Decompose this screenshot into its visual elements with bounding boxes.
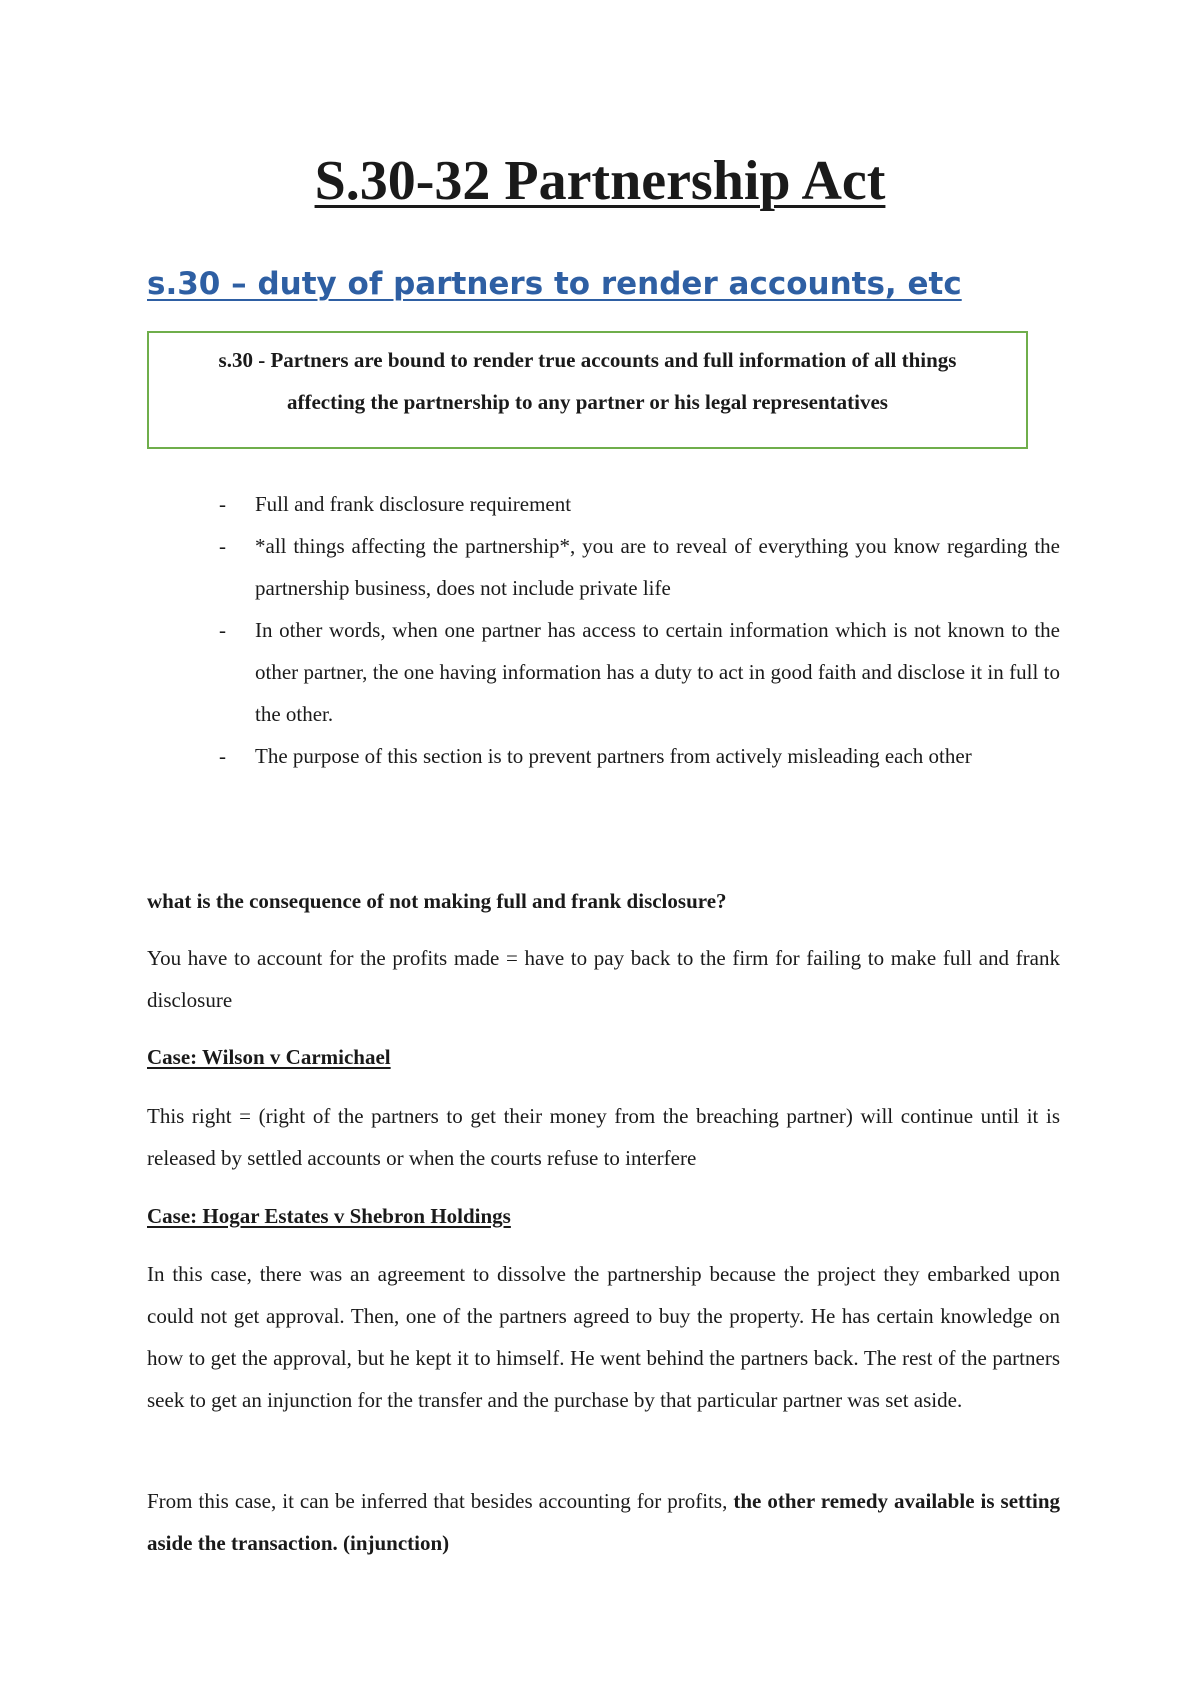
case-hogar-paragraph: In this case, there was an agreement to dissolve the partnership because the project they embarked upon could not get approval. Then, one of the partners agreed to buy the property. He has certain knowledge on how to get the approval, but he kept it to himself. He went behind the partners back. The rest of the partners seek to get an injunction for the transfer and the purchase by that particular partner was set aside. bbox=[147, 1262, 1060, 1412]
list-item bbox=[213, 483, 1060, 525]
bullet-text: The purpose of this section is to prevent partners from actively misleading each other bbox=[255, 744, 972, 768]
list-item bbox=[213, 609, 1060, 735]
bullet-dash: - bbox=[219, 744, 226, 768]
statute-text: s.30 - Partners are bound to render true accounts and full information of all things affecting the partnership to any partner or his legal representatives bbox=[218, 348, 957, 414]
bullet-dash: - bbox=[219, 534, 226, 558]
conclusion-paragraph bbox=[147, 1480, 1060, 1564]
case-heading: Case: Hogar Estates v Shebron Holdings bbox=[147, 1204, 511, 1228]
conclusion-intro: From this case, it can be inferred that besides accounting for profits, bbox=[147, 1489, 734, 1513]
list-item bbox=[213, 525, 1060, 609]
list-item bbox=[213, 735, 1060, 777]
bullet-dash: - bbox=[219, 492, 226, 516]
case-wilson-paragraph: This right = (right of the partners to get their money from the breaching partner) will continue until it is released by settled accounts or when the courts refuse to interfere bbox=[147, 1104, 1060, 1170]
page-title: S.30-32 Partnership Act bbox=[314, 150, 886, 212]
case-wilson-heading bbox=[147, 1036, 1060, 1078]
case-hogar-heading bbox=[147, 1195, 1060, 1237]
bullet-text: Full and frank disclosure requirement bbox=[255, 492, 572, 516]
bullet-list bbox=[213, 483, 1060, 777]
bullet-text: In other words, when one partner has access to certain information which is not known to the other partner, the one having information has a duty to act in good faith and disclose it in full to the other. bbox=[255, 618, 1060, 726]
case-heading: Case: Wilson v Carmichael bbox=[147, 1045, 391, 1069]
answer-paragraph: You have to account for the profits made = have to pay back to the firm for failing to make full and frank disclosure bbox=[147, 946, 1060, 1012]
bullet-dash: - bbox=[219, 618, 226, 642]
statute-box bbox=[147, 331, 1028, 449]
section-heading: s.30 – duty of partners to render accounts, etc bbox=[147, 266, 962, 302]
bullet-text: *all things affecting the partnership*, you are to reveal of everything you know regarding the partnership business, does not include private life bbox=[255, 534, 1060, 600]
conclusion-remedy: the other remedy available is setting aside the transaction. (injunction) bbox=[147, 1489, 1061, 1555]
question-heading: what is the consequence of not making full and frank disclosure? bbox=[147, 889, 727, 913]
